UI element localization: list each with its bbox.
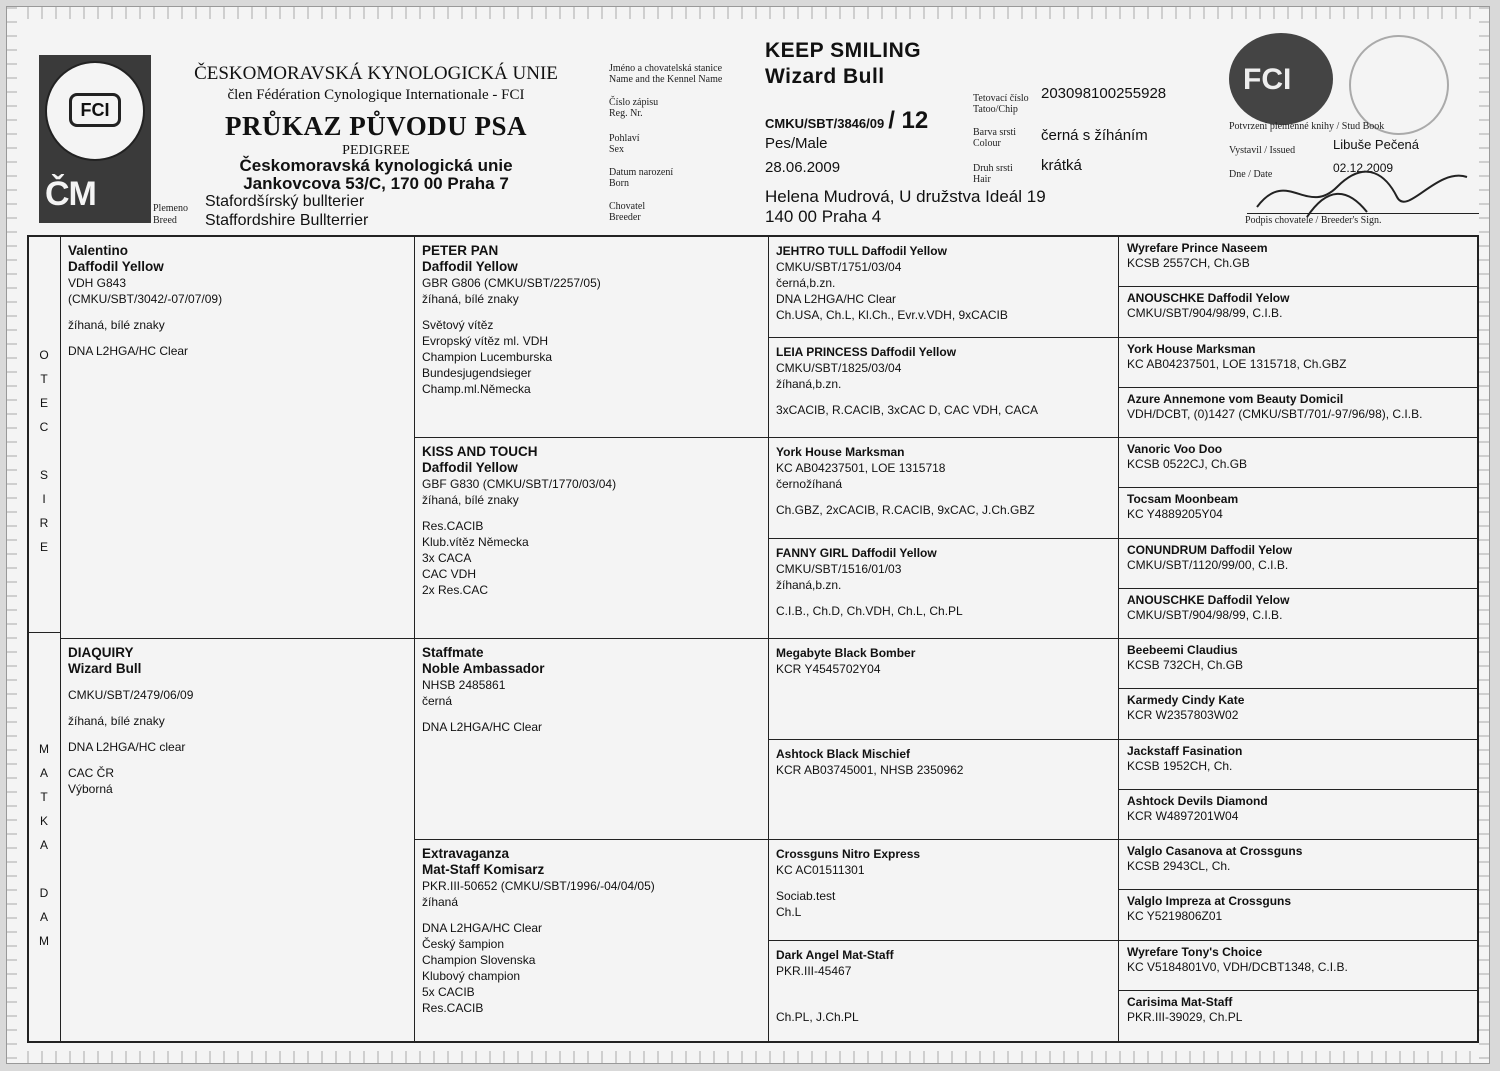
ancestor-name: PETER PAN [422, 243, 499, 258]
gen2-ancestor-cell [415, 639, 769, 840]
ancestor-detail: žíhaná [422, 895, 459, 909]
ancestor-detail: Champion Lucemburska [422, 350, 553, 364]
ancestor-name: CONUNDRUM Daffodil Yelow [1127, 543, 1293, 557]
gen4-ancestor-cell [1119, 438, 1477, 488]
born-value: 28.06.2009 [765, 159, 841, 176]
dog-name-line1: KEEP SMILING [765, 39, 922, 62]
ancestor-detail: Evropský vítěz ml. VDH [422, 334, 549, 348]
ancestor-name: Wizard Bull [68, 661, 142, 676]
ancestor-detail: žíhaná,b.zn. [776, 578, 842, 592]
ancestor-detail: GBF G830 (CMKU/SBT/1770/03/04) [422, 477, 617, 491]
gen3-ancestor-cell [769, 338, 1119, 438]
ancestor-detail: 3xCACIB, R.CACIB, 3xCAC D, CAC VDH, CACA [776, 403, 1039, 417]
gen4-ancestor-cell [1119, 941, 1477, 991]
gen3-ancestor-cell [769, 539, 1119, 639]
gen3-ancestor-cell [769, 941, 1119, 1041]
gen4-ancestor-cell [1119, 287, 1477, 338]
ancestor-detail: Ch.PL, J.Ch.PL [776, 1010, 859, 1024]
ancestor-name: KISS AND TOUCH [422, 444, 538, 459]
ancestor-detail: černožíhaná [776, 477, 843, 491]
ancestor-detail: Ch.USA, Ch.L, Kl.Ch., Evr.v.VDH, 9xCACIB [776, 308, 1008, 322]
ancestor-detail: KC AB04237501, LOE 1315718, Ch.GBZ [1127, 357, 1347, 371]
gen4-ancestor-cell [1119, 890, 1477, 941]
hair-label: Druh srsti Hair [973, 163, 1013, 185]
ancestor-detail: Sociab.test [776, 889, 836, 903]
ancestor-detail: DNA L2HGA/HC Clear [776, 292, 897, 306]
decorative-border-right [1479, 7, 1489, 1064]
ancestor-detail: KCSB 2557CH, Ch.GB [1127, 256, 1250, 270]
org-name: ČESKOMORAVSKÁ KYNOLOGICKÁ UNIE [194, 63, 558, 84]
ancestor-detail: CMKU/SBT/1751/03/04 [776, 260, 902, 274]
ancestor-name: ANOUSCHKE Daffodil Yelow [1127, 291, 1290, 305]
ancestor-detail: Klub.vítěz Německa [422, 535, 529, 549]
ancestor-name: Crossguns Nitro Express [776, 847, 921, 861]
ancestor-detail: Ch.L [776, 905, 802, 919]
ancestor-detail: 5x CACIB [422, 985, 475, 999]
pedigree-grid [27, 235, 1479, 1043]
sex-value: Pes/Male [765, 135, 828, 152]
ancestor-name: Vanoric Voo Doo [1127, 442, 1223, 456]
gen1-ancestor-cell [61, 237, 415, 639]
ancestor-name: Karmedy Cindy Kate [1127, 693, 1245, 707]
ancestor-name: Daffodil Yellow [422, 460, 518, 475]
gen2-ancestor-cell [415, 840, 769, 1041]
org-membership: člen Fédération Cynologique Internationale - FCI [227, 87, 525, 103]
decorative-border-top [7, 7, 1490, 19]
ancestor-detail: CAC VDH [422, 567, 477, 581]
ancestor-detail: CMKU/SBT/1120/99/00, C.I.B. [1127, 558, 1289, 572]
ancestor-detail: 3x CACA [422, 551, 472, 565]
ancestor-name: Valglo Casanova at Crossguns [1127, 844, 1303, 858]
ancestor-detail: DNA L2HGA/HC clear [68, 740, 186, 754]
ancestor-name: LEIA PRINCESS Daffodil Yellow [776, 345, 957, 359]
stud-book-label: Potvrzení plemenné knihy / Stud Book [1229, 121, 1385, 132]
org-address-name: Českomoravská kynologická unie [239, 156, 513, 175]
ancestor-detail: žíhaná, bílé znaky [422, 292, 519, 306]
ancestor-detail: CMKU/SBT/2479/06/09 [68, 688, 194, 702]
ancestor-detail: CAC ČR [68, 766, 115, 780]
gen2-ancestor-cell [415, 438, 769, 639]
ancestor-detail: Champ.ml.Německa [422, 382, 531, 396]
breed-value-en: Staffordshire Bullterrier [205, 212, 369, 229]
ancestor-name: DIAQUIRY [68, 645, 134, 660]
ancestor-name: Noble Ambassador [422, 661, 545, 676]
sex-label: Pohlaví Sex [609, 133, 640, 155]
ancestor-detail: CMKU/SBT/904/98/99, C.I.B. [1127, 608, 1283, 622]
gen3-ancestor-cell [769, 840, 1119, 941]
ancestor-name: Ashtock Devils Diamond [1127, 794, 1268, 808]
signature-line [1247, 213, 1479, 214]
ancestor-detail: KCR Y4545702Y04 [776, 662, 881, 676]
gen4-ancestor-cell [1119, 488, 1477, 539]
dog-name-line2: Wizard Bull [765, 65, 885, 88]
ancestor-detail: KC Y4889205Y04 [1127, 507, 1223, 521]
ancestor-name: Ashtock Black Mischief [776, 747, 911, 761]
gen4-ancestor-cell [1119, 740, 1477, 790]
ancestor-detail: NHSB 2485861 [422, 678, 506, 692]
hair-value: krátká [1041, 157, 1082, 174]
ancestor-name: Beebeemi Claudius [1127, 643, 1238, 657]
gen4-ancestor-cell [1119, 689, 1477, 740]
gen2-ancestor-cell [415, 237, 769, 438]
ancestor-name: FANNY GIRL Daffodil Yellow [776, 546, 937, 560]
ancestor-detail: Výborná [68, 782, 113, 796]
gen3-ancestor-cell [769, 237, 1119, 338]
issued-label: Vystavil / Issued [1229, 145, 1296, 156]
ancestor-detail: KCSB 732CH, Ch.GB [1127, 658, 1244, 672]
decorative-border-bottom [7, 1051, 1490, 1063]
stud-book-stamp-icon [1349, 35, 1449, 135]
ancestor-detail: Champion Slovenska [422, 953, 536, 967]
gen4-ancestor-cell [1119, 237, 1477, 287]
ancestor-detail: KC AC01511301 [776, 863, 865, 877]
gen4-ancestor-cell [1119, 539, 1477, 589]
ancestor-detail: KC V5184801V0, VDH/DCBT1348, C.I.B. [1127, 960, 1348, 974]
ancestor-name: Tocsam Moonbeam [1127, 492, 1239, 506]
sire-side-label: O T E C S I R E [39, 348, 49, 554]
date-label: Dne / Date [1229, 169, 1273, 180]
breed-label-en: Breed [153, 215, 177, 226]
ancestor-name: Wyrefare Prince Naseem [1127, 241, 1268, 255]
ancestor-detail: žíhaná,b.zn. [776, 377, 842, 391]
ancestor-detail: KCR W2357803W02 [1127, 708, 1239, 722]
issue-date-value: 02.12.2009 [1333, 161, 1394, 175]
ancestor-detail: CMKU/SBT/1516/01/03 [776, 562, 902, 576]
fci-badge-text: FCI [69, 93, 121, 127]
breed-label-cz: Plemeno [153, 203, 188, 214]
ancestor-detail: CMKU/SBT/1825/03/04 [776, 361, 902, 375]
ancestor-detail: KCSB 2943CL, Ch. [1127, 859, 1231, 873]
colour-label: Barva srsti Colour [973, 127, 1017, 149]
ancestor-name: JEHTRO TULL Daffodil Yellow [776, 244, 947, 258]
ancestor-name: York House Marksman [776, 445, 905, 459]
ancestor-detail: (CMKU/SBT/3042/-07/07/09) [68, 292, 223, 306]
gen4-ancestor-cell [1119, 338, 1477, 388]
fci-logo-icon: FCI [1229, 33, 1333, 125]
chip-label: Tetovací číslo Tatoo/Chip [973, 93, 1029, 115]
born-label: Datum narození Born [609, 167, 674, 189]
ancestor-name: Staffmate [422, 645, 484, 660]
ancestor-detail: DNA L2HGA/HC Clear [422, 720, 543, 734]
ancestor-detail: žíhaná, bílé znaky [68, 318, 165, 332]
ancestor-detail: PKR.III-50652 (CMKU/SBT/1996/-04/04/05) [422, 879, 655, 893]
gen4-ancestor-cell [1119, 589, 1477, 639]
colour-value: černá s žíháním [1041, 127, 1148, 144]
ancestor-name: Valglo Impreza at Crossguns [1127, 894, 1292, 908]
gen4-ancestor-cell [1119, 388, 1477, 438]
ancestor-detail: Bundesjugendsieger [422, 366, 532, 380]
ancestor-detail: C.I.B., Ch.D, Ch.VDH, Ch.L, Ch.PL [776, 604, 963, 618]
ancestor-name: Azure Annemone vom Beauty Domicil [1127, 392, 1344, 406]
gen4-ancestor-cell [1119, 790, 1477, 840]
ancestor-name: Daffodil Yellow [422, 259, 518, 274]
ancestor-detail: KCR W4897201W04 [1127, 809, 1239, 823]
decorative-border-left [7, 7, 17, 1064]
pedigree-sheet [6, 6, 1490, 1064]
gen3-ancestor-cell [769, 740, 1119, 840]
ancestor-detail: VDH G843 [68, 276, 127, 290]
ancestor-detail: DNA L2HGA/HC Clear [68, 344, 189, 358]
issued-by-value: Libuše Pečená [1333, 137, 1420, 152]
ancestor-detail: KCSB 1952CH, Ch. [1127, 759, 1233, 773]
fci-cmku-logo [39, 55, 151, 223]
ancestor-name: York House Marksman [1127, 342, 1256, 356]
ancestor-detail: KC AB04237501, LOE 1315718 [776, 461, 946, 475]
breeder-sign-label: Podpis chovatele / Breeder's Sign. [1245, 215, 1382, 226]
ancestor-detail: CMKU/SBT/904/98/99, C.I.B. [1127, 306, 1283, 320]
org-address: Jankovcova 53/C, 170 00 Praha 7 [243, 174, 509, 193]
dam-side-label: M A T K A D A M [39, 742, 49, 948]
ancestor-detail: KCR AB03745001, NHSB 2350962 [776, 763, 964, 777]
ancestor-detail: KCSB 0522CJ, Ch.GB [1127, 457, 1248, 471]
ancestor-detail: Světový vítěz [422, 318, 494, 332]
ancestor-detail: žíhaná, bílé znaky [422, 493, 519, 507]
fci-badge-icon [45, 61, 145, 161]
ancestor-detail: Res.CACIB [422, 1001, 484, 1015]
breeder-value: Helena Mudrová, U družstva Ideál 19 [765, 187, 1046, 206]
ancestor-detail: KC Y5219806Z01 [1127, 909, 1223, 923]
breeder-label: Chovatel Breeder [609, 201, 646, 223]
ancestor-detail: VDH/DCBT, (0)1427 (CMKU/SBT/701/-97/96/98), C.I.B. [1127, 407, 1423, 421]
ancestor-name: Carisima Mat-Staff [1127, 995, 1233, 1009]
ancestor-detail: PKR.III-45467 [776, 964, 852, 978]
name-label: Jméno a chovatelská stanice Name and the Kennel Name [609, 63, 723, 85]
ancestor-name: Jackstaff Fasination [1127, 744, 1243, 758]
ancestor-name: Wyrefare Tony's Choice [1127, 945, 1263, 959]
ancestor-detail: žíhaná, bílé znaky [68, 714, 165, 728]
ancestor-detail: Ch.GBZ, 2xCACIB, R.CACIB, 9xCAC, J.Ch.GBZ [776, 503, 1035, 517]
ancestor-name: Megabyte Black Bomber [776, 646, 916, 660]
breeder-address: 140 00 Praha 4 [765, 207, 882, 226]
ancestor-detail: GBR G806 (CMKU/SBT/2257/05) [422, 276, 601, 290]
ancestor-name: Mat-Staff Komisarz [422, 862, 545, 877]
reg-label: Číslo zápisu Reg. Nr. [609, 97, 659, 119]
ancestor-detail: Klubový champion [422, 969, 521, 983]
ancestor-detail: DNA L2HGA/HC Clear [422, 921, 543, 935]
ancestor-detail: Res.CACIB [422, 519, 484, 533]
document-subtitle: PEDIGREE [342, 143, 410, 158]
document-title: PRŮKAZ PŮVODU PSA [225, 111, 527, 141]
ancestor-name: Dark Angel Mat-Staff [776, 948, 894, 962]
reg-number: CMKU/SBT/3846/09 / 12 [765, 107, 929, 134]
gen4-ancestor-cell [1119, 991, 1477, 1041]
ancestor-detail: černá,b.zn. [776, 276, 836, 290]
gen3-ancestor-cell [769, 639, 1119, 740]
ancestor-name: ANOUSCHKE Daffodil Yelow [1127, 593, 1290, 607]
chip-value: 203098100255928 [1041, 85, 1167, 102]
gen4-ancestor-cell [1119, 840, 1477, 890]
ancestor-name: Extravaganza [422, 846, 510, 861]
breed-value-cz: Stafordšírský bullterier [205, 193, 365, 210]
ancestor-name: Valentino [68, 243, 129, 258]
ancestor-name: Daffodil Yellow [68, 259, 164, 274]
ancestor-detail: 2x Res.CAC [422, 583, 489, 597]
cmku-mark-icon: ČM [45, 175, 96, 213]
gen4-ancestor-cell [1119, 639, 1477, 689]
ancestor-detail: černá [422, 694, 453, 708]
gen3-ancestor-cell [769, 438, 1119, 539]
ancestor-detail: PKR.III-39029, Ch.PL [1127, 1010, 1243, 1024]
ancestor-detail: Český šampion [422, 937, 505, 951]
gen1-ancestor-cell [61, 639, 415, 1041]
